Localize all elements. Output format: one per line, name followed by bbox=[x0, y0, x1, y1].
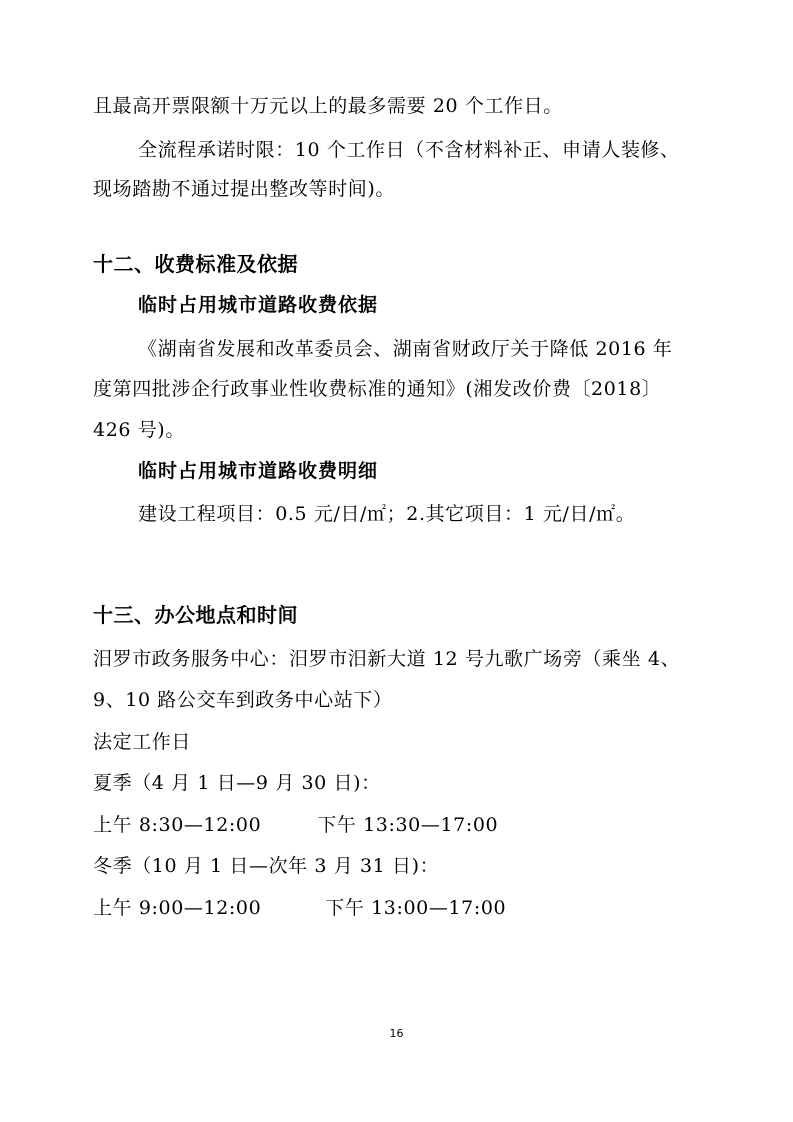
address-line-1: 汨罗市政务服务中心：汨罗市汨新大道 12 号九歌广场旁（乘坐 4、 bbox=[93, 648, 681, 670]
fee-basis-line-1: 《湖南省发展和改革委员会、湖南省财政厅关于降低 2016 年 bbox=[138, 338, 673, 360]
winter-period: 冬季（10 月 1 日—次年 3 月 31 日)： bbox=[93, 855, 440, 877]
section-12-heading: 十二、收费标准及依据 bbox=[93, 252, 298, 276]
winter-afternoon-hours: 下午 13:00—17:00 bbox=[325, 897, 507, 919]
page-number: 16 bbox=[389, 1027, 404, 1040]
fee-basis-line-3: 426 号)。 bbox=[93, 419, 185, 441]
workday-label: 法定工作日 bbox=[93, 731, 192, 753]
fee-detail-subheading: 临时占用城市道路收费明细 bbox=[138, 460, 379, 482]
fee-detail-line: 建设工程项目：0.5 元/日/㎡；2.其它项目：1 元/日/㎡。 bbox=[138, 503, 636, 525]
summer-afternoon-hours: 下午 13:30—17:00 bbox=[317, 814, 499, 836]
commitment-line-2: 现场踏勘不通过提出整改等时间)。 bbox=[93, 178, 396, 200]
winter-morning-hours: 上午 9:00—12:00 bbox=[93, 897, 262, 919]
summer-hours bbox=[93, 816, 498, 835]
summer-period: 夏季（4 月 1 日—9 月 30 日)： bbox=[93, 772, 381, 794]
fee-basis-line-2: 度第四批涉企行政事业性收费标准的通知》(湘发改价费〔2018〕 bbox=[93, 378, 662, 400]
summer-morning-hours: 上午 8:30—12:00 bbox=[93, 814, 262, 836]
section-13-heading: 十三、办公地点和时间 bbox=[93, 603, 298, 627]
address-line-2: 9、10 路公交车到政务中心站下） bbox=[93, 689, 393, 711]
paragraph-continuation: 且最高开票限额十万元以上的最多需要 20 个工作日。 bbox=[93, 95, 563, 117]
commitment-line-1: 全流程承诺时限：10 个工作日（不含材料补正、申请人装修、 bbox=[138, 139, 680, 161]
fee-basis-subheading: 临时占用城市道路收费依据 bbox=[138, 294, 379, 316]
winter-hours bbox=[93, 899, 506, 918]
